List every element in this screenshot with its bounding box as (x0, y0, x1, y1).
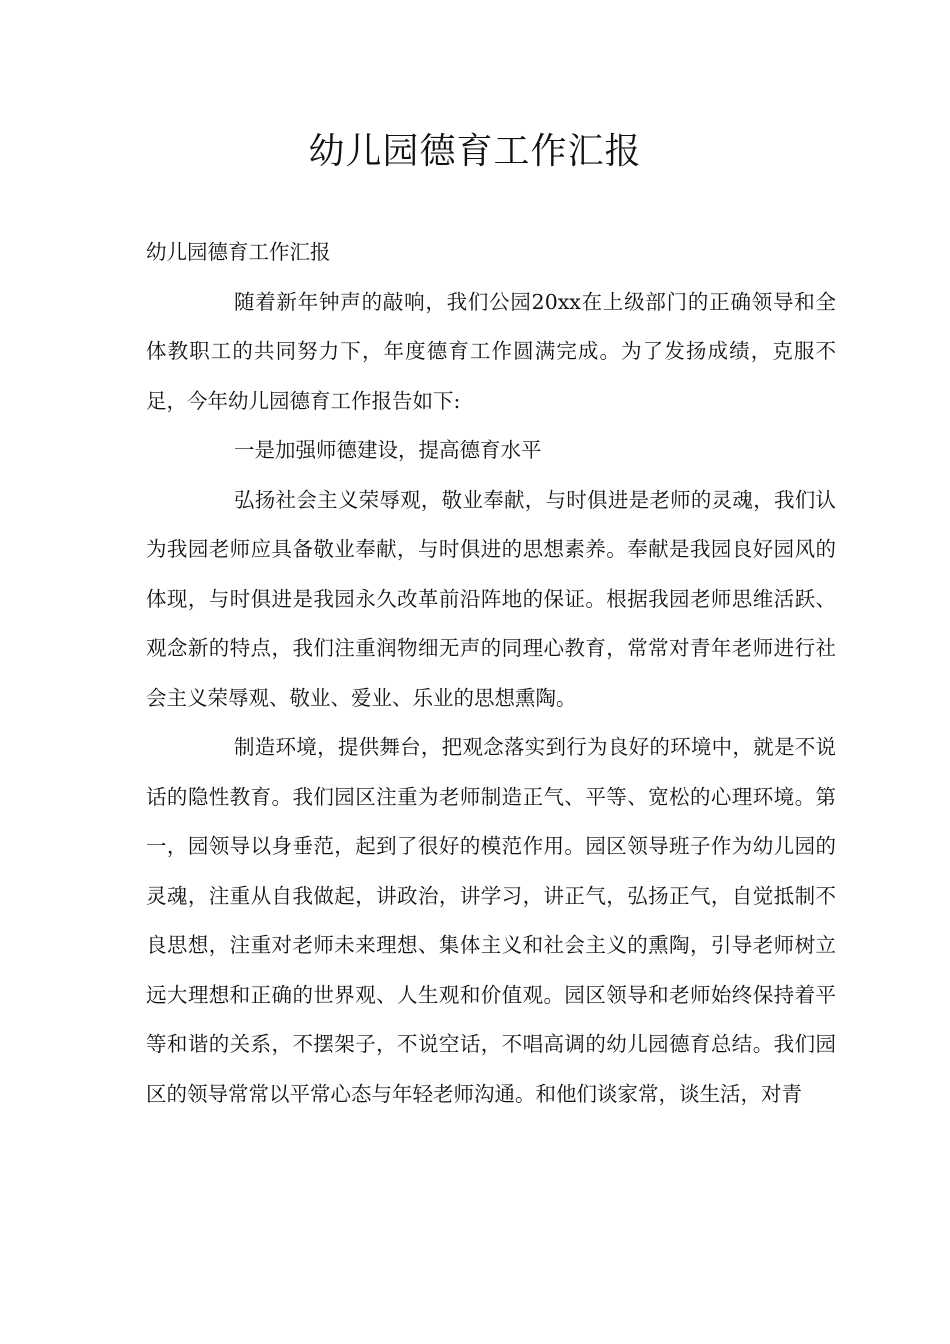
paragraph-environment: 制造环境，提供舞台，把观念落实到行为良好的环境中，就是不说话的隐性教育。我们园区注重为老师制造正气、平等、宽松的心理环境。第一，园领导以身垂范，起到了很好的模范作用。园区领导班子作为幼儿园的灵魂，注重从自我做起，讲政治，讲学习，讲正气，弘扬正气，自觉抵制不良思想，注重对老师未来理想、集体主义和社会主义的熏陶，引导老师树立远大理想和正确的世界观、人生观和价值观。园区领导和老师始终保持着平等和谐的关系，不摆架子，不说空话，不唱高调的幼儿园德育总结。我们园区的领导常常以平常心态与年轻老师沟通。和他们谈家常，谈生活，对青 (146, 735, 836, 1106)
section-heading-1: 一是加强师德建设，提高德育水平 (234, 438, 542, 462)
paragraph-intro: 随着新年钟声的敲响，我们公园20xx在上级部门的正确领导和全体教职工的共同努力下，年度德育工作圆满完成。为了发扬成绩，克服不足，今年幼儿园德育工作报告如下: (146, 289, 836, 413)
paragraph-ethics: 弘扬社会主义荣辱观，敬业奉献，与时俱进是老师的灵魂，我们认为我园老师应具备敬业奉献，与时俱进的思想素养。奉献是我园良好园风的体现，与时俱进是我园永久改革前沿阵地的保证。根据我园老师思维活跃、观念新的特点，我们注重润物细无声的同理心教育，常常对青年老师进行社会主义荣辱观、敬业、爱业、乐业的思想熏陶。 (146, 487, 836, 710)
document-body (146, 228, 836, 1119)
document-title: 幼儿园德育工作汇报 (308, 131, 642, 172)
document-subtitle: 幼儿园德育工作汇报 (146, 240, 331, 264)
